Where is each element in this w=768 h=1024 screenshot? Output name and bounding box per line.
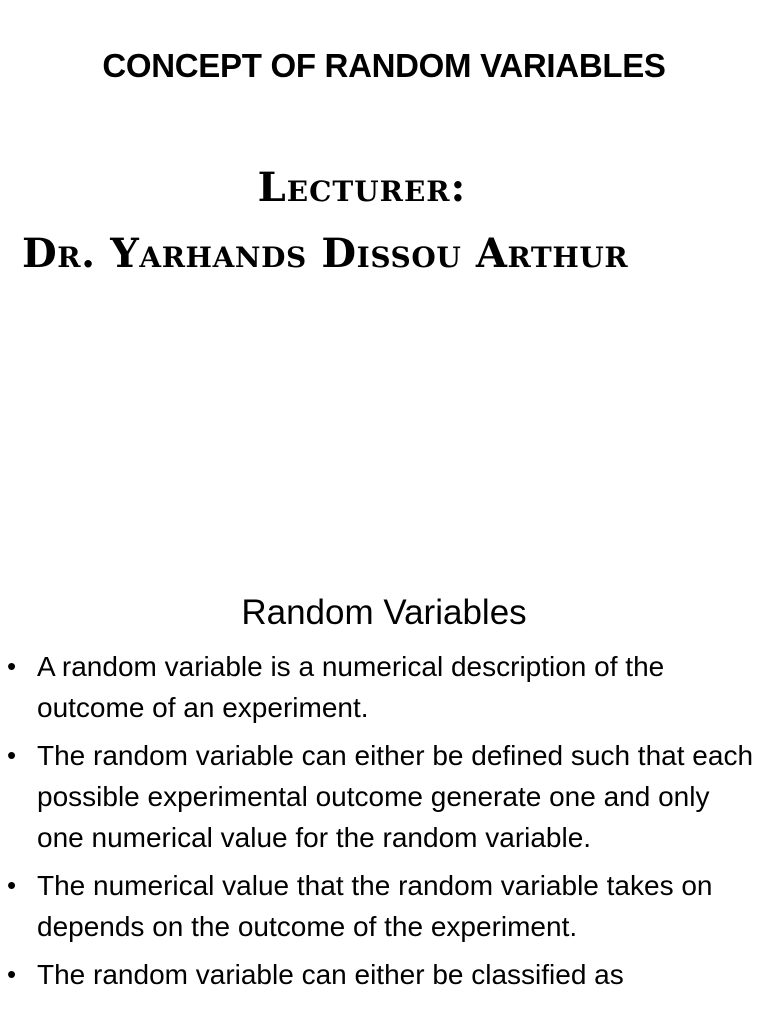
bullet-text: The random variable can either be defined such that each possible experimental outcome generate one and only one numerical value for the random variable. [37, 740, 754, 853]
bullet-item [0, 646, 768, 728]
bullet-text: The random variable can either be classified as [37, 959, 624, 990]
bullet-list [0, 646, 768, 1002]
bullet-text: The numerical value that the random variable takes on depends on the outcome of the experiment. [37, 870, 713, 942]
bullet-icon: • [7, 959, 17, 989]
lecturer-label: Lecturer: [257, 164, 467, 211]
bullet-icon: • [7, 870, 17, 900]
bullet-item [0, 735, 768, 858]
bullet-icon: • [7, 651, 17, 681]
slide-title: CONCEPT OF RANDOM VARIABLES [102, 47, 666, 84]
bullet-icon: • [7, 740, 17, 770]
lecturer-name: Dr. Yarhands Dissou Arthur [22, 230, 629, 277]
bullet-text: A random variable is a numerical description of the outcome of an experiment. [37, 651, 665, 723]
bullet-item [0, 865, 768, 947]
bullet-item [0, 954, 768, 995]
section-title: Random Variables [241, 593, 527, 632]
